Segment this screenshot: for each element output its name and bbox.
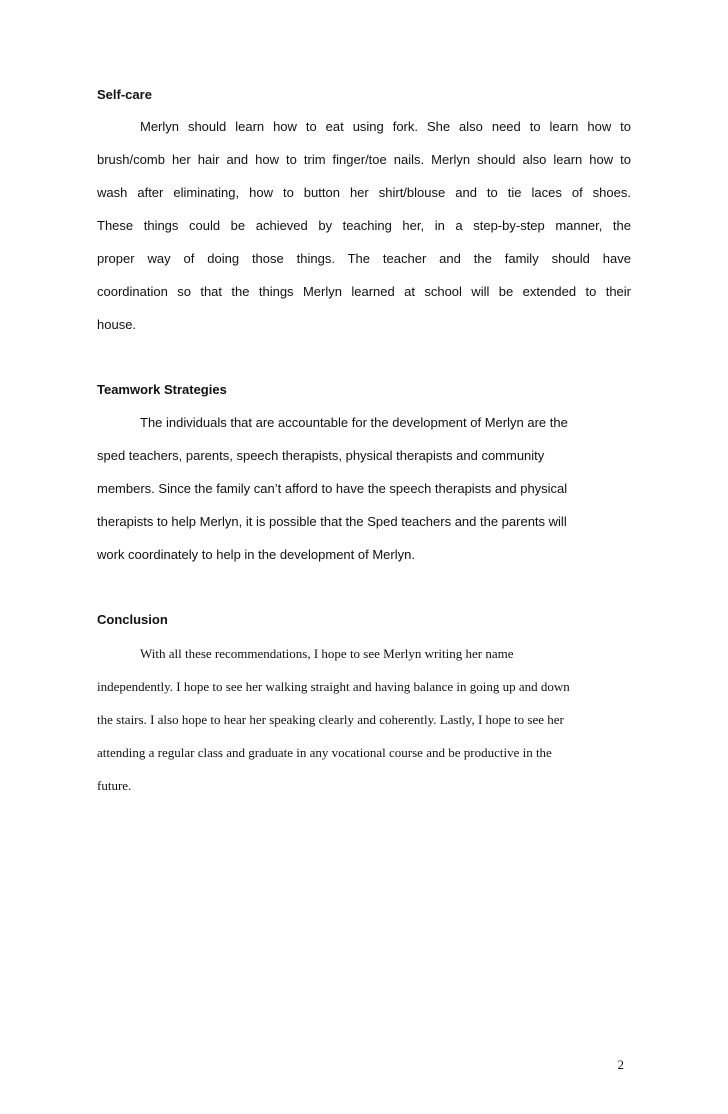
text-line: coordination so that the things Merlyn learned at school will be extended to their	[97, 284, 631, 299]
heading-conclusion: Conclusion	[97, 612, 168, 627]
text-line: the stairs. I also hope to hear her speaking clearly and coherently. Lastly, I hope to see her	[97, 712, 564, 727]
heading-teamwork-strategies: Teamwork Strategies	[97, 382, 227, 397]
text-line: brush/comb her hair and how to trim finger/toe nails. Merlyn should also learn how to	[97, 152, 631, 167]
text-line: independently. I hope to see her walking straight and having balance in going up and down	[97, 679, 570, 694]
text-line: therapists to help Merlyn, it is possible that the Sped teachers and the parents will	[97, 514, 567, 529]
paragraph-self-care	[97, 110, 631, 341]
text-line: members. Since the family can’t afford to have the speech therapists and physical	[97, 481, 568, 496]
heading-self-care: Self-care	[97, 87, 152, 102]
text-line: sped teachers, parents, speech therapists, physical therapists and community	[97, 448, 545, 463]
paragraph-teamwork-strategies	[97, 406, 631, 571]
text-line: future.	[97, 778, 132, 793]
text-line: proper way of doing those things. The teacher and the family should have	[97, 251, 631, 266]
page-number: 2	[617, 1057, 624, 1072]
text-line: With all these recommendations, I hope to see Merlyn writing her name	[140, 646, 514, 661]
text-line: house.	[97, 317, 137, 332]
text-line: work coordinately to help in the development of Merlyn.	[97, 547, 415, 562]
text-line: The individuals that are accountable for the development of Merlyn are the	[140, 415, 568, 430]
text-line: Merlyn should learn how to eat using fork. She also need to learn how to	[140, 119, 631, 134]
text-line: attending a regular class and graduate in any vocational course and be productive in the	[97, 745, 552, 760]
text-line: wash after eliminating, how to button her shirt/blouse and to tie laces of shoes.	[97, 185, 631, 200]
paragraph-conclusion	[97, 637, 631, 802]
text-line: These things could be achieved by teaching her, in a step-by-step manner, the	[97, 218, 631, 233]
